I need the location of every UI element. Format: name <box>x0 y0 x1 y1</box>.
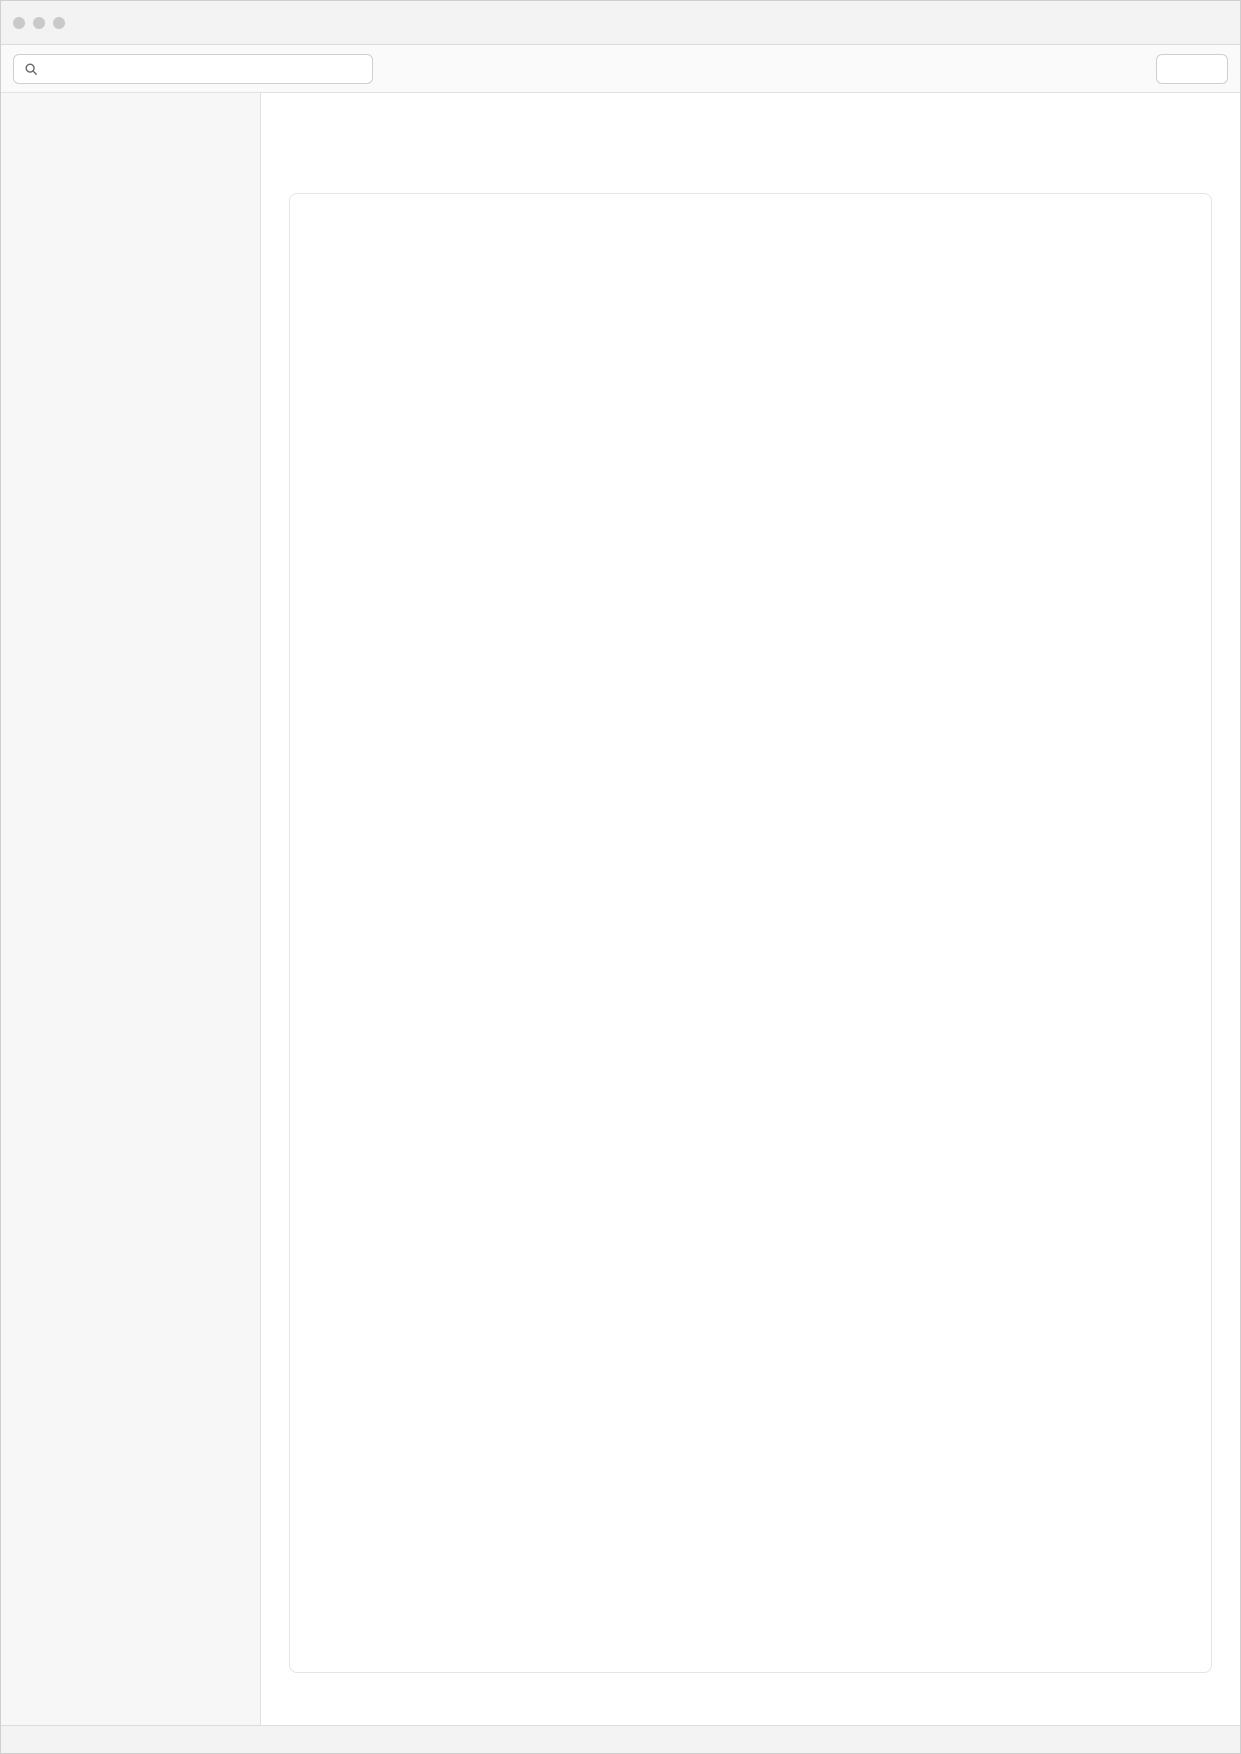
window-control-dot[interactable] <box>33 17 45 29</box>
content-panel <box>289 193 1212 1673</box>
sidebar-item[interactable] <box>1 249 260 285</box>
window-control-dot[interactable] <box>53 17 65 29</box>
sidebar-item[interactable] <box>1 141 260 177</box>
toolbar <box>1 45 1240 93</box>
sidebar-item[interactable] <box>1 213 260 249</box>
sidebar <box>1 93 261 1725</box>
sidebar-list <box>1 105 260 321</box>
status-bar <box>1 1725 1240 1753</box>
sidebar-item[interactable] <box>1 177 260 213</box>
page-subtitle <box>289 155 1212 173</box>
window-controls <box>13 17 65 29</box>
primary-action-button[interactable] <box>1156 54 1228 84</box>
search-input[interactable] <box>46 60 362 78</box>
page-title <box>289 117 1212 147</box>
window-control-dot[interactable] <box>13 17 25 29</box>
search-box[interactable] <box>13 54 373 84</box>
sidebar-item[interactable] <box>1 105 260 141</box>
main-content <box>261 93 1240 1725</box>
sidebar-item[interactable] <box>1 285 260 321</box>
search-icon <box>24 62 38 76</box>
title-bar <box>1 1 1240 45</box>
